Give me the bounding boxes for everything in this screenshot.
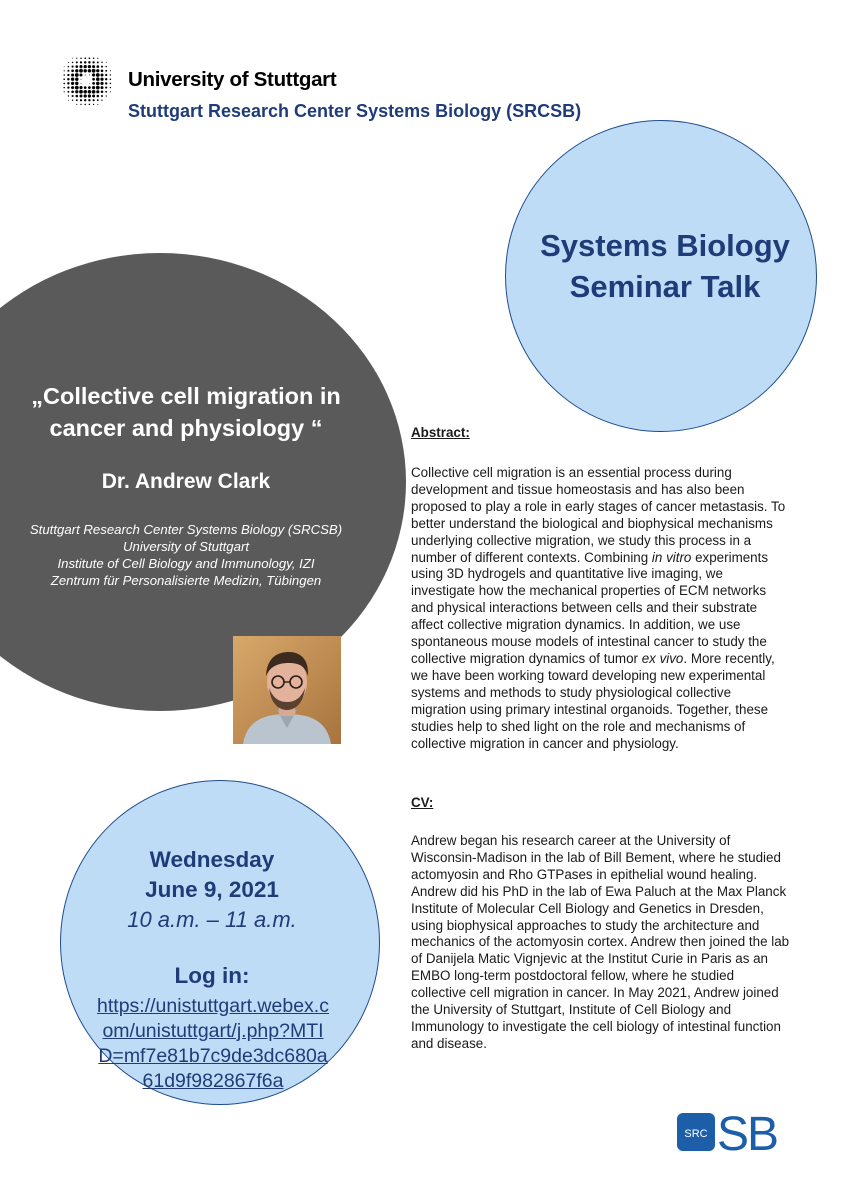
- abstract-line: collective migration in cancer and physiology.: [411, 735, 679, 751]
- logo-dot: [97, 61, 99, 63]
- logo-dot: [101, 86, 104, 89]
- logo-dot: [97, 95, 100, 98]
- logo-dot: [68, 62, 69, 63]
- logo-dot: [79, 73, 82, 76]
- logo-dot: [68, 66, 70, 68]
- logo-dot: [84, 99, 86, 101]
- logo-dot: [96, 73, 100, 77]
- logo-dot: [110, 83, 112, 85]
- seminar-title-line: Seminar Talk: [569, 269, 761, 304]
- logo-dot: [92, 65, 95, 68]
- logo-dot: [101, 100, 102, 101]
- logo-dot: [80, 99, 82, 101]
- logo-dot: [110, 78, 112, 80]
- cv-line: Wisconsin-Madison in the lab of Bill Bement, where he studied: [411, 849, 781, 865]
- logo-dot: [88, 65, 91, 68]
- logo-dot: [88, 86, 91, 89]
- logo-dot: [89, 57, 91, 59]
- event-date-text: June 9, 2021: [145, 877, 279, 902]
- srcsb-logo-icon: [677, 1112, 807, 1152]
- logo-dot: [71, 82, 74, 85]
- abstract-line: development and tissue homeostasis and has also been: [411, 481, 745, 497]
- logo-dot: [72, 95, 74, 97]
- logo-dot: [72, 99, 73, 100]
- logo-dot: [93, 57, 94, 58]
- logo-dot: [67, 74, 69, 76]
- logo-dot: [63, 87, 64, 88]
- logo-dot: [76, 95, 79, 98]
- logo-dot: [67, 70, 69, 72]
- logo-dot: [101, 70, 104, 73]
- abstract-span: collective migration dynamics of tumor: [411, 650, 642, 666]
- logo-dot: [92, 61, 94, 63]
- abstract-text: [411, 465, 843, 752]
- logo-dot: [75, 82, 78, 85]
- logo-dot: [67, 91, 69, 93]
- logo-dot: [92, 95, 95, 98]
- logo-dot: [67, 86, 69, 88]
- cv-line: Immunology to investigate the cell biology of intestinal function: [411, 1018, 781, 1034]
- logo-dot: [63, 74, 64, 76]
- logo-dot: [96, 82, 100, 86]
- abstract-line: proposed to play a role in early stages of cancer metastasis. To: [411, 498, 786, 514]
- abstract-line: studies help to shed light on the role and mechanisms of: [411, 718, 746, 734]
- logo-dot: [110, 74, 111, 75]
- university-name: University of Stuttgart: [128, 68, 337, 91]
- logo-dot: [105, 78, 107, 80]
- logo-dot: [67, 78, 69, 80]
- logo-dot: [76, 58, 77, 59]
- logo-dot: [92, 86, 95, 89]
- logo-dot: [92, 73, 95, 76]
- abstract-line: [411, 550, 843, 567]
- logo-dot: [88, 61, 90, 63]
- logo-dot: [63, 78, 65, 80]
- seminar-title-line: Systems Biology: [540, 228, 790, 263]
- event-time: 10 a.m. – 11 a.m.: [127, 907, 297, 932]
- logo-dot: [85, 75, 86, 76]
- logo-dot: [72, 62, 74, 64]
- logo-dot: [63, 83, 65, 85]
- logo-dot: [83, 90, 87, 94]
- logo-dot: [76, 61, 78, 63]
- abstract-span: number of different contexts. Combining: [411, 549, 652, 565]
- logo-dot: [101, 95, 103, 97]
- logo-dot: [88, 69, 91, 72]
- abstract-italic: in vitro: [651, 549, 692, 565]
- logo-dot: [96, 77, 100, 81]
- event-weekday: Wednesday: [149, 847, 275, 872]
- cv-line: and disease.: [411, 1035, 487, 1051]
- webex-link-line[interactable]: https://unistuttgart.webex.c: [97, 995, 329, 1017]
- abstract-line: and physical interactions between cells and their substrate: [411, 600, 758, 616]
- logo-dot: [106, 95, 107, 96]
- abstract-span: experiments: [691, 549, 769, 565]
- logo-dot: [92, 69, 96, 73]
- logo-dot: [80, 61, 82, 63]
- cv-line: actomyosin and Rho GTPases in epithelial wound healing.: [411, 866, 758, 882]
- abstract-line: Collective cell migration is an essential process during: [411, 465, 732, 480]
- logo-dot: [68, 95, 69, 96]
- university-logo-icon: [58, 52, 116, 110]
- logo-dot: [81, 83, 82, 84]
- logo-dot: [89, 83, 90, 84]
- logo-large-text: SB: [717, 1112, 778, 1152]
- logo-dot: [71, 78, 74, 81]
- logo-dot: [92, 78, 95, 81]
- webex-link-line[interactable]: 61d9f982867f6a: [142, 1070, 284, 1092]
- affiliation-line: Institute of Cell Biology and Immunology, IZI: [57, 556, 315, 571]
- logo-dot: [110, 87, 111, 88]
- logo-dot: [80, 57, 82, 59]
- logo-dot: [84, 94, 87, 97]
- logo-dot: [88, 90, 92, 94]
- logo-dot: [71, 69, 74, 72]
- logo-dot: [64, 70, 65, 71]
- logo-dot: [84, 86, 87, 89]
- logo-dot: [101, 74, 104, 77]
- logo-dot: [92, 90, 96, 94]
- logo-dot: [96, 86, 100, 90]
- webex-link-line[interactable]: om/unistuttgart/j.php?MTI: [102, 1020, 324, 1042]
- abstract-span: . More recently,: [683, 650, 775, 666]
- logo-dot: [84, 104, 86, 106]
- talk-title-line: „Collective cell migration in: [31, 383, 341, 409]
- cv-line: Institute of Molecular Cell Biology and Genetics in Dresden,: [411, 900, 764, 916]
- logo-dot: [72, 58, 73, 59]
- abstract-line: investigate how the mechanical properties of ECM networks: [411, 583, 767, 599]
- cv-line: mechanics of the actomyosin cortex. Andrew then joined the lab: [411, 934, 790, 950]
- logo-dot: [97, 104, 98, 105]
- logo-dot: [76, 99, 78, 101]
- talk-title-line: cancer and physiology “: [49, 415, 323, 441]
- logo-dot: [101, 66, 103, 68]
- abstract-line: systems and methods to study physiological collective: [411, 684, 732, 700]
- logo-dot: [71, 90, 74, 93]
- logo-dot: [75, 90, 78, 93]
- logo-dot: [106, 62, 107, 63]
- login-label: Log in:: [174, 963, 250, 988]
- logo-dot: [76, 104, 77, 105]
- logo-dot: [93, 104, 94, 105]
- cv-line: EMBO long-term postdoctoral fellow, where he studied: [411, 968, 735, 984]
- speaker-name: Dr. Andrew Clark: [101, 470, 271, 493]
- logo-dot: [105, 74, 107, 76]
- logo-dot: [72, 66, 74, 68]
- logo-dot: [105, 87, 107, 89]
- abstract-line: we have been working toward developing new experimental: [411, 667, 766, 683]
- cv-text: [411, 833, 843, 1053]
- logo-dot: [79, 90, 83, 94]
- logo-dot: [88, 94, 91, 97]
- logo-dot: [101, 62, 102, 63]
- logo-dot: [105, 91, 107, 93]
- abstract-line: underlying collective migration, we study this process in a: [411, 532, 752, 548]
- logo-dot: [80, 104, 81, 105]
- cv-line: using biophysical approaches to study the architecture and: [411, 917, 760, 933]
- logo-dot: [75, 73, 79, 77]
- logo-dot: [93, 99, 95, 101]
- logo-dot: [96, 69, 99, 72]
- abstract-line: better understand the biological and biophysical mechanisms: [411, 515, 773, 531]
- logo-dot: [75, 69, 78, 72]
- affiliation-line: University of Stuttgart: [122, 539, 250, 554]
- logo-dot: [79, 69, 83, 73]
- logo-dot: [79, 86, 82, 89]
- research-center-name: Stuttgart Research Center Systems Biology (SRCSB): [128, 101, 582, 121]
- cv-line: Andrew did his PhD in the lab of Ewa Paluch at the Max Planck: [411, 883, 787, 899]
- logo-dot: [92, 82, 95, 85]
- logo-dot: [68, 100, 69, 101]
- logo-dot: [84, 61, 86, 63]
- logo-dot: [80, 95, 83, 98]
- logo-dot: [89, 104, 91, 106]
- abstract-line: [411, 651, 843, 668]
- logo-dot: [97, 99, 99, 101]
- logo-dot: [64, 91, 65, 92]
- logo-dot: [96, 90, 99, 93]
- logo-small-text: SRC: [684, 1128, 708, 1140]
- logo-dot: [67, 82, 69, 84]
- speaker-affiliations: [0, 521, 372, 589]
- talk-title: [0, 380, 372, 444]
- logo-dot: [71, 73, 74, 76]
- logo-dot: [105, 66, 106, 67]
- logo-dot: [97, 58, 98, 59]
- affiliation-line: Stuttgart Research Center Systems Biology (SRCSB): [29, 522, 343, 537]
- logo-dot: [100, 78, 103, 81]
- event-date: [60, 845, 364, 935]
- cv-line: of Danijela Matic Vignjevic at the Institut Curie in Paris as an: [411, 951, 769, 967]
- logo-dot: [110, 70, 111, 71]
- abstract-line: using 3D hydrogels and quantitative live imaging, we: [411, 566, 723, 582]
- logo-dot: [71, 86, 74, 89]
- abstract-line: affect collective migration dynamics. In addition, we use: [411, 617, 741, 633]
- logo-dot: [88, 99, 90, 101]
- logo-dot: [75, 77, 78, 80]
- abstract-line: spontaneous mouse models of intestinal cancer to study the: [411, 634, 767, 650]
- logo-dot: [75, 65, 78, 68]
- cv-line: the University of Stuttgart, Institute of Cell Biology and: [411, 1002, 732, 1018]
- logo-dot: [105, 82, 107, 84]
- logo-dot: [100, 82, 103, 85]
- logo-dot: [101, 91, 104, 94]
- cv-line: collective cell migration in cancer. In May 2021, Andrew joined: [411, 985, 779, 1001]
- logo-dot: [110, 91, 111, 92]
- abstract-line: migration using primary intestinal organoids. Together, these: [411, 701, 769, 717]
- speaker-portrait-icon: [233, 636, 341, 744]
- logo-dot: [75, 86, 79, 90]
- webex-link[interactable]: [73, 994, 353, 1094]
- cv-line: Andrew began his research career at the University of: [411, 833, 731, 848]
- webex-link-line[interactable]: D=mf7e81b7c9de3dc680a: [98, 1045, 328, 1067]
- affiliation-line: Zentrum für Personalisierte Medizin, Tübingen: [50, 573, 322, 588]
- abstract-italic: ex vivo: [641, 650, 684, 666]
- logo-dot: [84, 65, 87, 68]
- speaker-photo: [233, 636, 341, 744]
- logo-dot: [84, 57, 86, 59]
- logo-dot: [105, 70, 107, 72]
- logo-dot: [96, 65, 99, 68]
- logo-dot: [81, 79, 82, 80]
- abstract-heading: Abstract:: [411, 425, 470, 440]
- seminar-title: [505, 225, 825, 307]
- logo-dot: [83, 69, 86, 72]
- logo-dot: [64, 66, 65, 67]
- cv-heading: CV:: [411, 795, 434, 810]
- logo-dot: [79, 65, 82, 68]
- logo-dot: [89, 75, 90, 76]
